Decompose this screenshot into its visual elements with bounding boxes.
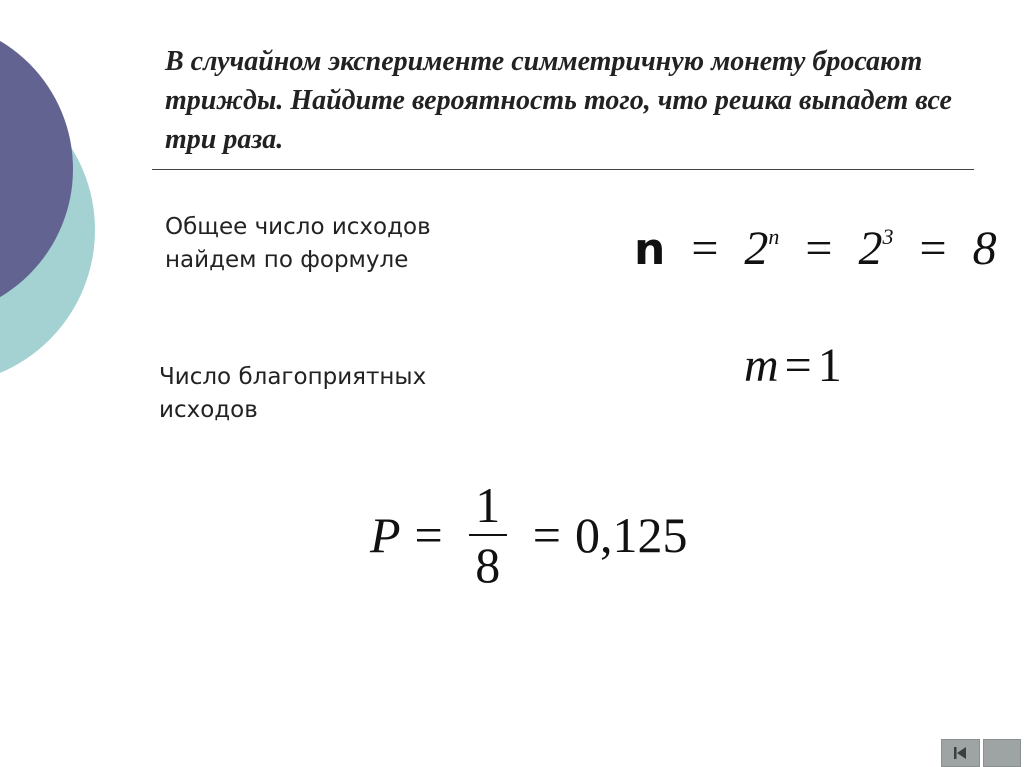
formula-n-exp1: n	[768, 224, 780, 249]
formula-n-base1: 2	[744, 222, 769, 275]
problem-statement: В случайном эксперименте симметричную монету бросают трижды. Найдите вероятность того, что решка выпадет все три раза.	[165, 46, 952, 155]
skip-to-start-icon	[951, 744, 969, 762]
formula-m-value: 1	[817, 339, 842, 392]
slide-navigation	[941, 739, 1024, 767]
nav-next-button[interactable]	[983, 739, 1022, 767]
fraction-denominator: 8	[475, 537, 501, 593]
formula-n-exp2: 3	[882, 224, 894, 249]
fraction-numerator: 1	[475, 477, 501, 533]
formula-n-eq2: =	[805, 222, 833, 275]
favorable-outcomes-label	[159, 361, 426, 427]
formula-p-result: 0,125	[574, 507, 688, 563]
formula-n-base2: 2	[858, 222, 883, 275]
probability-formula	[370, 470, 687, 600]
favorable-outcomes-label-line1: Число благоприятных	[159, 364, 427, 390]
formula-n-eq3: =	[919, 222, 947, 275]
formula-n-result: 8	[972, 222, 997, 275]
formula-m-lhs: m	[744, 339, 779, 392]
favorable-outcomes-label-line2: исходов	[159, 397, 258, 423]
total-outcomes-label-line1: Общее число исходов	[165, 214, 431, 240]
probability-fraction	[469, 476, 507, 594]
total-outcomes-formula	[634, 221, 997, 278]
total-outcomes-label	[165, 211, 431, 277]
favorable-outcomes-formula	[744, 338, 842, 394]
formula-m-eq: =	[784, 339, 812, 392]
formula-n-eq1: =	[691, 222, 719, 275]
formula-n-lhs: n	[634, 224, 666, 275]
nav-first-button[interactable]	[941, 739, 980, 767]
formula-p-eq2: =	[532, 507, 561, 563]
formula-p-eq1: =	[414, 507, 443, 563]
formula-p-lhs: P	[370, 507, 401, 563]
divider-line	[152, 169, 974, 170]
total-outcomes-label-line2: найдем по формуле	[165, 247, 409, 273]
